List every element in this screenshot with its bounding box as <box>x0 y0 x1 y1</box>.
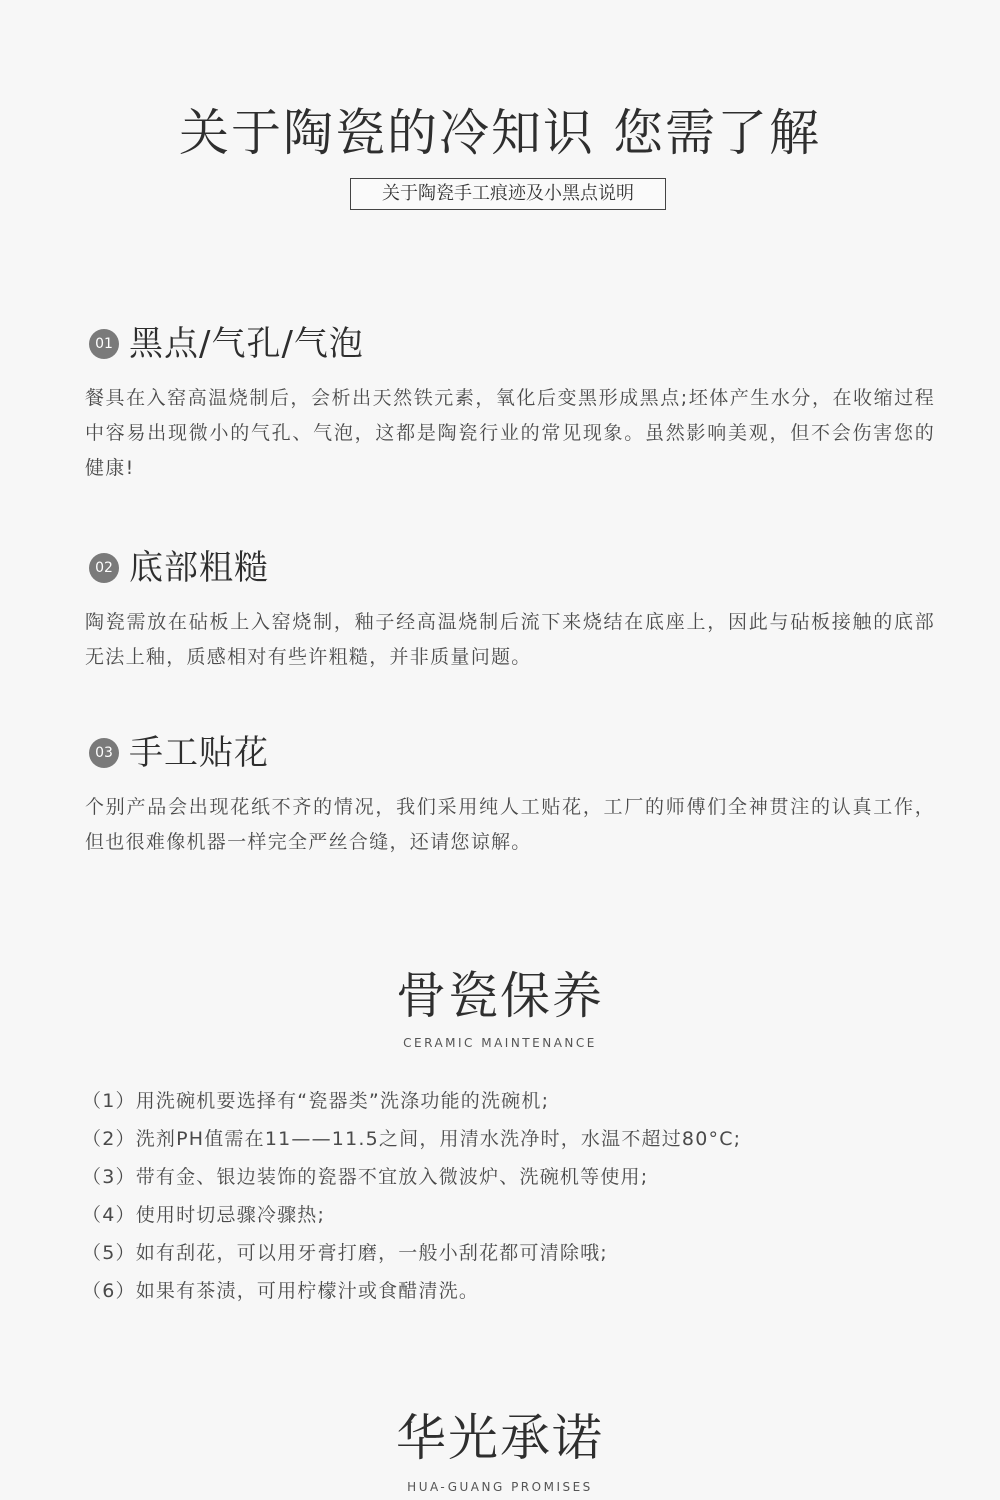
page-title: 关于陶瓷的冷知识 您需了解 <box>179 104 821 162</box>
promise-subtitle: HUA-GUANG PROMISES <box>407 1480 593 1494</box>
section-title: 黑点/气孔/气泡 <box>129 324 364 364</box>
maintenance-tips-list <box>82 1082 942 1310</box>
page-subtitle-box: 关于陶瓷手工痕迹及小黑点说明 <box>350 178 666 210</box>
list-item: （1）用洗碗机要选择有“瓷器类”洗涤功能的洗碗机; <box>82 1090 550 1112</box>
section-black-spots <box>85 321 935 486</box>
maintenance-subtitle: CERAMIC MAINTENANCE <box>403 1036 597 1050</box>
section-body: 餐具在入窑高温烧制后，会析出天然铁元素，氧化后变黑形成黑点;坯体产生水分，在收缩过程中容易出现微小的气孔、气泡，这都是陶瓷行业的常见现象。虽然影响美观，但不会伤害您的健康! <box>85 387 935 479</box>
list-item: （4）使用时切忌骤冷骤热; <box>82 1204 326 1226</box>
section-header <box>85 545 935 591</box>
list-item: （2）洗剂PH值需在11——11.5之间，用清水洗净时，水温不超过80°C; <box>82 1128 742 1150</box>
section-title: 底部粗糙 <box>129 548 269 588</box>
section-hand-decal <box>85 730 935 860</box>
list-item: （5）如有刮花，可以用牙膏打磨，一般小刮花都可清除哦; <box>82 1242 608 1264</box>
maintenance-title: 骨瓷保养 <box>396 967 604 1025</box>
section-header <box>85 321 935 367</box>
section-body: 个别产品会出现花纸不齐的情况，我们采用纯人工贴花，工厂的师傅们全神贯注的认真工作，但也很难像机器一样完全严丝合缝，还请您谅解。 <box>85 796 935 853</box>
section-header <box>85 730 935 776</box>
section-number-badge: 01 <box>89 329 119 359</box>
list-item: （6）如果有茶渍，可用柠檬汁或食醋清洗。 <box>82 1280 480 1302</box>
section-title: 手工贴花 <box>129 733 269 773</box>
section-rough-bottom <box>85 545 935 675</box>
section-number-badge: 03 <box>89 738 119 768</box>
list-item: （3）带有金、银边装饰的瓷器不宜放入微波炉、洗碗机等使用; <box>82 1166 649 1188</box>
section-number-badge: 02 <box>89 553 119 583</box>
promise-title: 华光承诺 <box>396 1409 604 1467</box>
section-body: 陶瓷需放在砧板上入窑烧制，釉子经高温烧制后流下来烧结在底座上，因此与砧板接触的底部无法上釉，质感相对有些许粗糙，并非质量问题。 <box>85 611 935 668</box>
